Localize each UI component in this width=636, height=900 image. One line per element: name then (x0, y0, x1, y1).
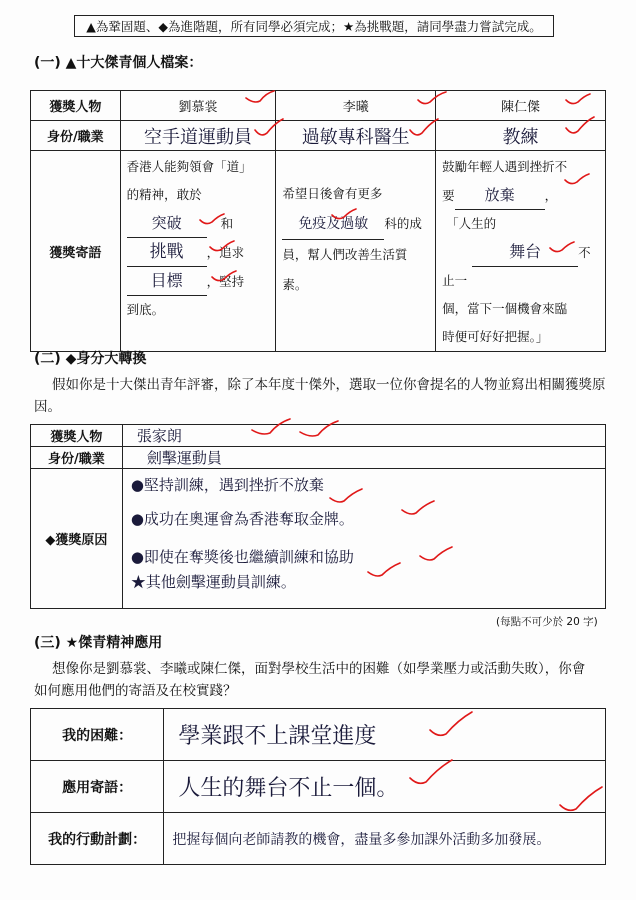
winner-name: 李曦 (276, 91, 436, 121)
check-mark (418, 92, 446, 104)
message-text: 鼓勵年輕人遇到挫折不 (442, 159, 568, 174)
check-mark (330, 489, 362, 502)
message-text: ，追求 (206, 245, 245, 260)
fill-answer: 舞台 (472, 238, 578, 267)
section-two-title: (二) ◆身分大轉換 (34, 351, 147, 367)
message-text: ，堅持 (206, 274, 245, 289)
check-mark (566, 117, 594, 133)
message-text: 希望日後會有更多 (282, 186, 383, 201)
row-identity-label: 身份/職業 (31, 121, 121, 151)
message-text: 素。 (282, 277, 308, 292)
person-answer: 張家朗 (122, 425, 605, 447)
reason-line: ●成功在奧運會為香港奪取金牌。 (130, 510, 354, 528)
check-mark (246, 91, 274, 102)
message-text: 和 (220, 216, 234, 231)
section-one-title: (一) ▲十大傑青個人檔案： (34, 55, 203, 71)
message-text: 到底。 (126, 302, 165, 317)
check-mark (212, 271, 236, 281)
message-text: 香港人能夠領會「道」 (126, 159, 252, 174)
fill-answer: 挑戰 (127, 238, 207, 267)
section-three-prompt: 想像你是劉慕裳、李曦或陳仁傑，面對學校生活中的困難（如學業壓力或活動失敗），你會如何應用他們的寄語及在校實踐？ (34, 661, 586, 699)
message-text: 員，幫人們改善生活質 (282, 247, 408, 262)
check-mark (566, 94, 590, 104)
check-mark (300, 421, 338, 436)
identity-answer: 教練 (436, 121, 606, 151)
message-text: 的精神，敢於 (126, 187, 202, 202)
col-header: 獲獎人物 (31, 91, 121, 121)
section-two-prompt: 假如你是十大傑出青年評審，除了本年度十傑外，選取一位你會提名的人物並寫出相關獲獎原因。 (34, 377, 606, 415)
apply-message-label: 應用寄語： (31, 761, 164, 813)
check-mark (332, 209, 356, 219)
section-three-title: (三) ★傑青精神應用 (34, 635, 163, 651)
difficulty-answer: 學業跟不上課堂進度 (164, 709, 606, 761)
message-text: 要 (442, 188, 455, 203)
identity-answer: 劍擊運動員 (122, 447, 605, 469)
reason-line: ●即使在奪獎後也繼續訓練和協助 (130, 548, 354, 566)
message-text: 科的成 (384, 216, 422, 231)
fill-answer: 免疫及過敏 (282, 209, 384, 240)
action-plan-answer: 把握每個向老師請教的機會，盡量多參加課外活動多加發展。 (164, 813, 606, 865)
message-text: 不止一 (442, 245, 591, 288)
reason-line: ★其他劍擊運動員訓練。 (130, 573, 296, 591)
check-mark (252, 419, 290, 434)
message-text: 個，當下一個機會來臨 (442, 301, 568, 316)
check-mark (410, 760, 452, 783)
message-text: 時便可好好把握。」 (442, 329, 549, 344)
check-mark (430, 712, 472, 735)
fill-answer: 放棄 (455, 181, 545, 210)
check-mark (560, 787, 602, 810)
check-mark (402, 501, 434, 514)
check-mark (550, 242, 574, 252)
winner-name: 陳仁傑 (436, 91, 606, 121)
apply-message-answer: 人生的舞台不止一個。 (164, 761, 606, 813)
message-text: 「人生的 (446, 216, 497, 231)
fill-answer: 目標 (127, 267, 207, 296)
winner-name: 劉慕裳 (120, 91, 276, 121)
action-plan-label: 我的行動計劃： (31, 813, 164, 865)
check-mark (255, 119, 283, 135)
fill-answer: 突破 (127, 209, 207, 238)
instruction-banner: ▲為鞏固題、◆為進階題，所有同學必須完成；★為挑戰題，請同學盡力嘗試完成。 (74, 15, 554, 37)
message-text: ， (544, 188, 558, 203)
row-person-label: 獲獎人物 (31, 425, 123, 447)
identity-answer: 過敏專科醫生 (276, 121, 436, 151)
word-count-note: (每點不可少於 20 字) (496, 616, 598, 628)
row-identity-label: 身份/職業 (31, 447, 123, 469)
difficulty-label: 我的困難： (31, 709, 164, 761)
reason-line: ●堅持訓練，遇到挫折不放棄 (130, 476, 324, 494)
row-reason-label: ◆獲獎原因 (31, 469, 123, 609)
check-mark (410, 119, 438, 135)
check-mark (565, 174, 589, 184)
check-mark (368, 563, 400, 576)
identity-answer: 空手道運動員 (120, 121, 276, 151)
check-mark (200, 214, 224, 224)
row-message-label: 獲獎寄語 (31, 151, 121, 352)
check-mark (420, 547, 452, 560)
check-mark (210, 241, 234, 251)
